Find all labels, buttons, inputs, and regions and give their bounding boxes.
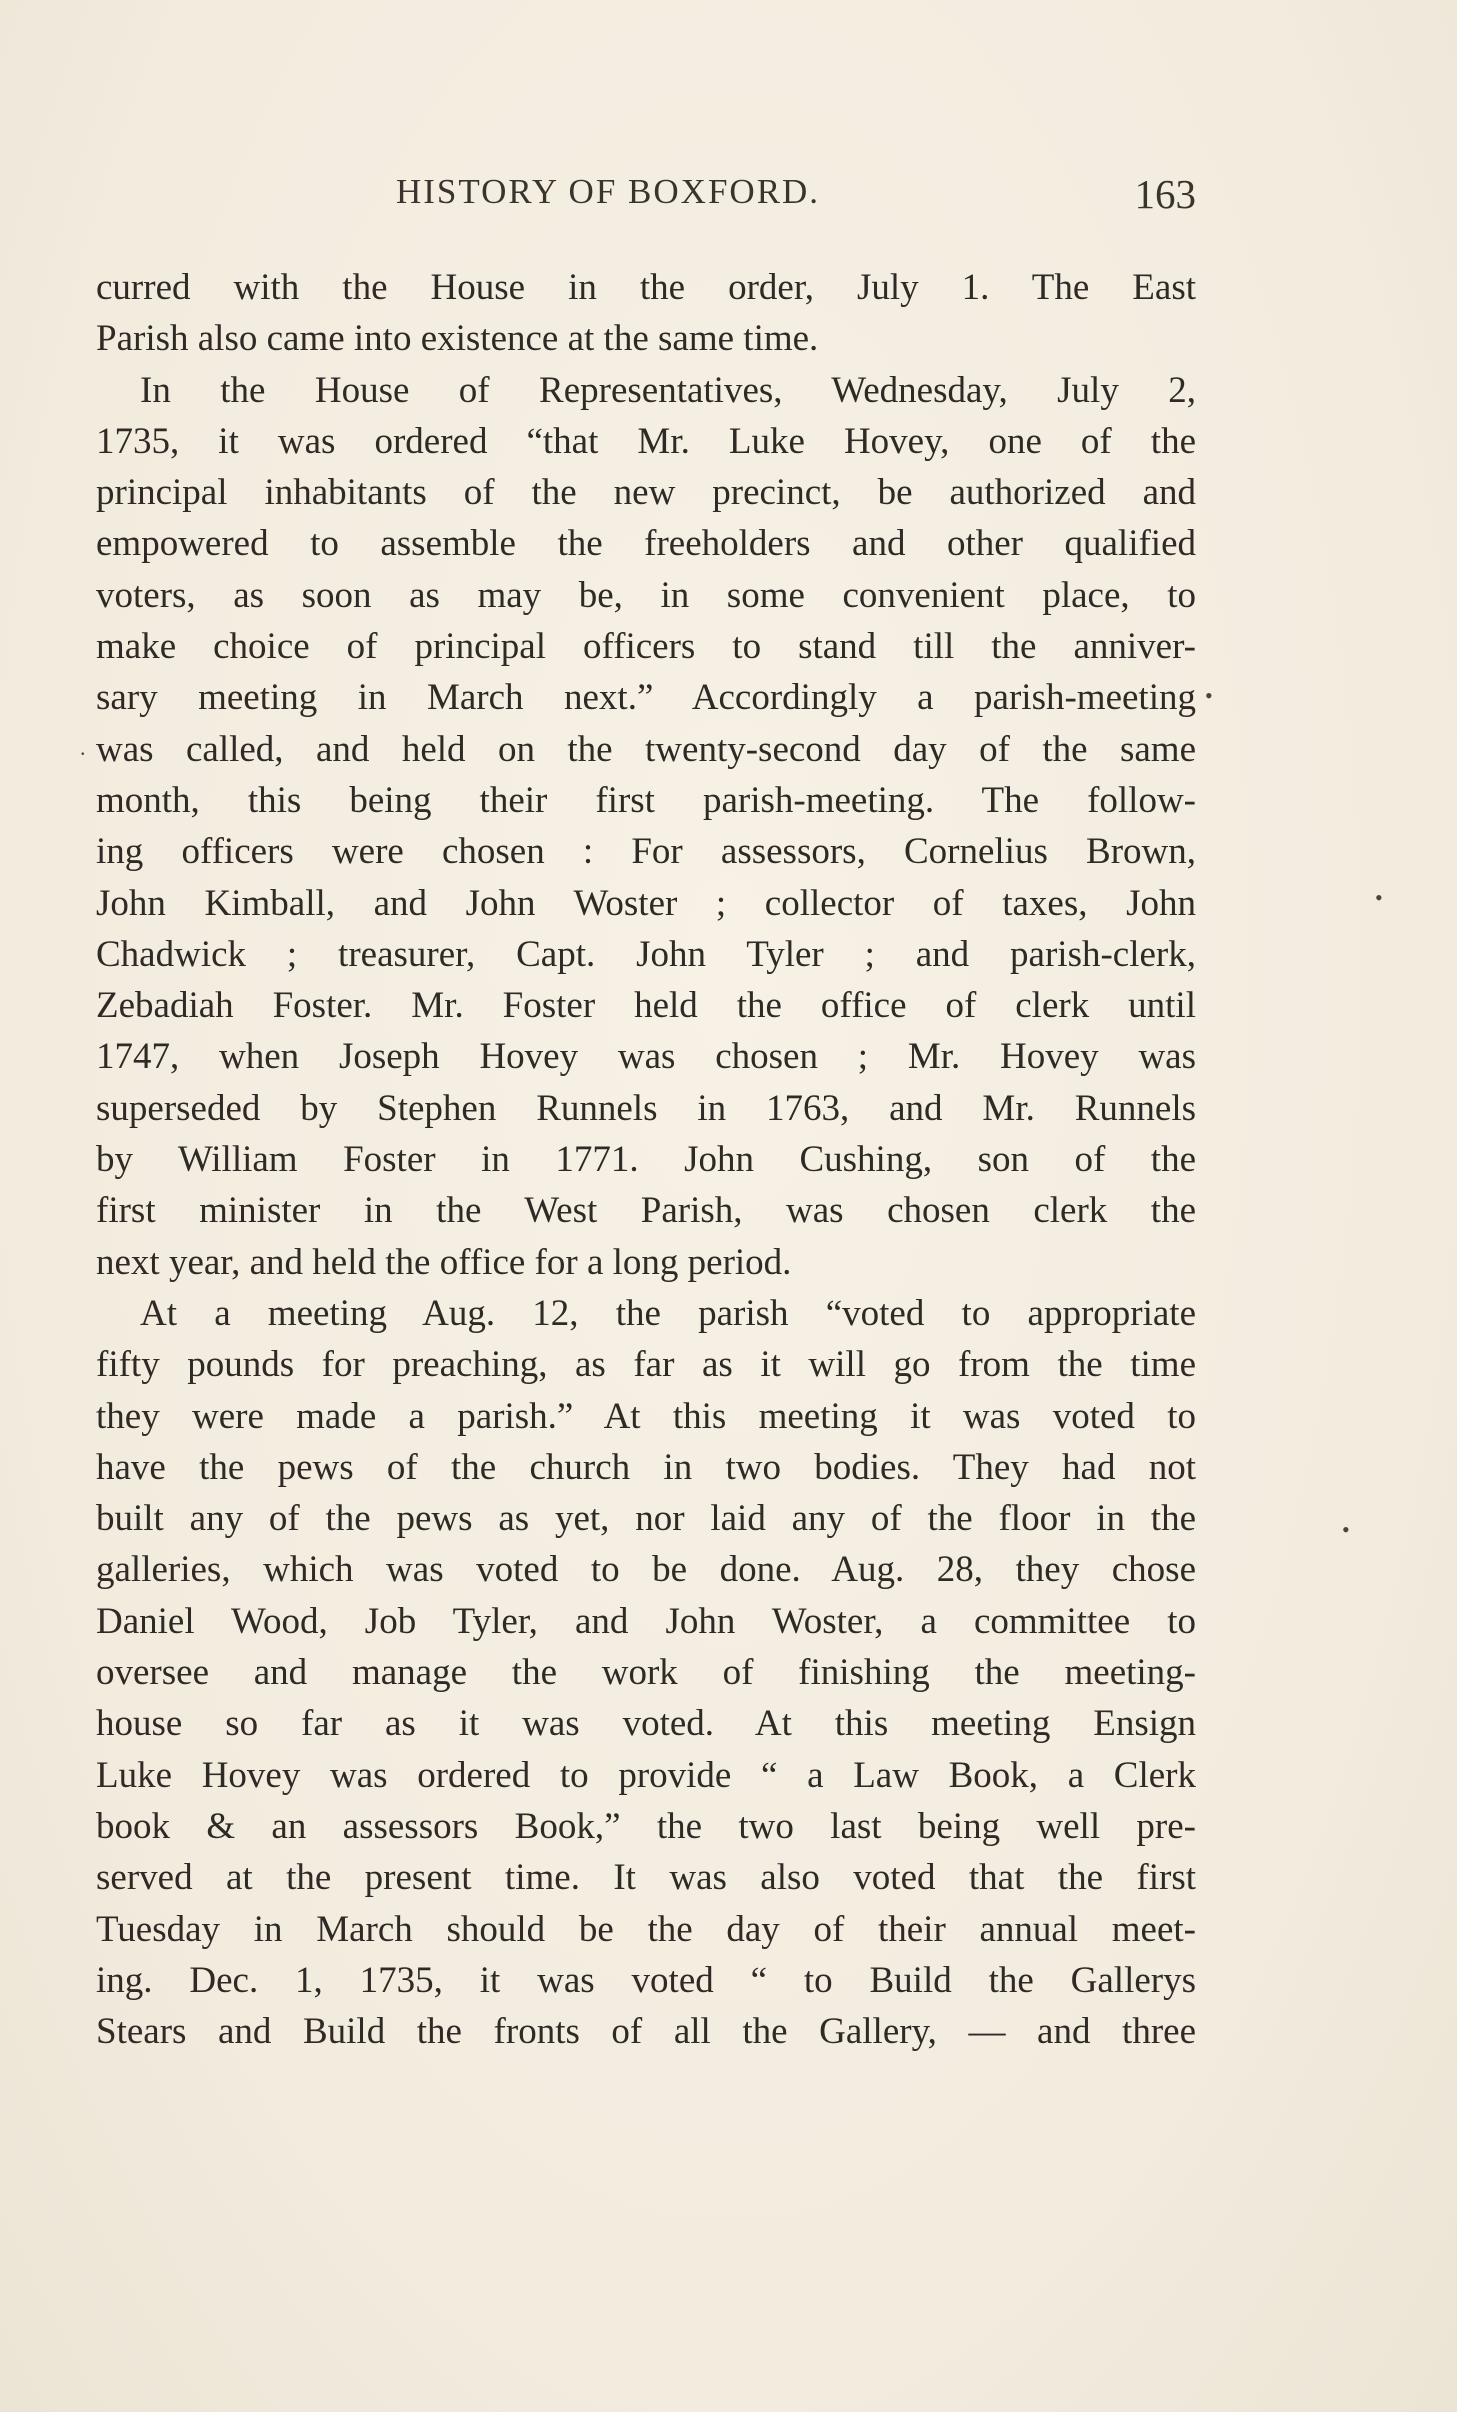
text-line: by William Foster in 1771. John Cushing, son of the	[96, 1139, 1196, 1181]
text-line: Daniel Wood, Job Tyler, and John Woster, a committee to	[96, 1600, 1196, 1642]
text-line: oversee and manage the work of finishing the meeting-	[96, 1652, 1196, 1694]
text-line: Zebadiah Foster. Mr. Foster held the office of clerk until	[96, 985, 1196, 1027]
text-line: 1747, when Joseph Hovey was chosen ; Mr. Hovey was	[96, 1036, 1196, 1078]
body-text	[96, 262, 1196, 2057]
text-line: curred with the House in the order, July 1. The East	[96, 267, 1196, 308]
text-line: served at the present time. It was also voted that the first	[96, 1857, 1196, 1899]
text-line: sary meeting in March next.” Accordingly a parish-meeting	[96, 677, 1196, 719]
text-line: empowered to assemble the freeholders and other qualified	[96, 523, 1196, 565]
ink-speck: .	[80, 735, 86, 760]
text-line: galleries, which was voted to be done. Aug. 28, they chose	[96, 1549, 1196, 1591]
text-line: built any of the pews as yet, nor laid any of the floor in the	[96, 1498, 1196, 1540]
text-line: Luke Hovey was ordered to provide “ a Law Book, a Clerk	[96, 1754, 1196, 1796]
text-line: book & an assessors Book,” the two last being well pre-	[96, 1805, 1196, 1847]
text-line: they were made a parish.” At this meeting it was voted to	[96, 1395, 1196, 1437]
text-line: month, this being their first parish-meeting. The follow-	[96, 779, 1196, 821]
text-line: house so far as it was voted. At this meeting Ensign	[96, 1703, 1196, 1745]
text-line: Chadwick ; treasurer, Capt. John Tyler ; and parish-clerk,	[96, 933, 1196, 975]
text-line: first minister in the West Parish, was chosen clerk the	[96, 1190, 1196, 1232]
text-line: ing. Dec. 1, 1735, it was voted “ to Build the Gallerys	[96, 1959, 1196, 2001]
text-line: ing officers were chosen : For assessors, Cornelius Brown,	[96, 831, 1196, 873]
text-line: was called, and held on the twenty-second day of the same	[96, 728, 1196, 770]
text-line: principal inhabitants of the new precinct, be authorized and	[96, 472, 1196, 514]
text-line: fifty pounds for preaching, as far as it will go from the time	[96, 1344, 1196, 1386]
text-line: John Kimball, and John Woster ; collector of taxes, John	[96, 882, 1196, 924]
text-line: At a meeting Aug. 12, the parish “voted to appropriate	[140, 1292, 1196, 1334]
text-line: voters, as soon as may be, in some convenient place, to	[96, 574, 1196, 616]
text-line: have the pews of the church in two bodies. They had not	[96, 1446, 1196, 1488]
text-line: next year, and held the office for a long period.	[96, 1241, 792, 1283]
text-line: Tuesday in March should be the day of their annual meet-	[96, 1908, 1196, 1950]
page-header	[96, 172, 1196, 232]
running-title: HISTORY OF BOXFORD.	[396, 172, 821, 211]
page-number: 163	[1134, 171, 1196, 217]
text-line: In the House of Representatives, Wednesday, July 2,	[140, 369, 1196, 411]
text-line: superseded by Stephen Runnels in 1763, and Mr. Runnels	[96, 1087, 1196, 1129]
text-line: 1735, it was ordered “that Mr. Luke Hovey, one of the	[96, 420, 1196, 462]
ink-speck: •	[1205, 683, 1213, 708]
ink-speck: •	[1342, 1517, 1350, 1542]
text-line: make choice of principal officers to stand till the anniver-	[96, 626, 1196, 668]
text-line: Parish also came into existence at the same time.	[96, 318, 819, 360]
ink-speck: •	[1375, 885, 1383, 910]
text-line: Stears and Build the fronts of all the Gallery, — and three	[96, 2011, 1196, 2053]
